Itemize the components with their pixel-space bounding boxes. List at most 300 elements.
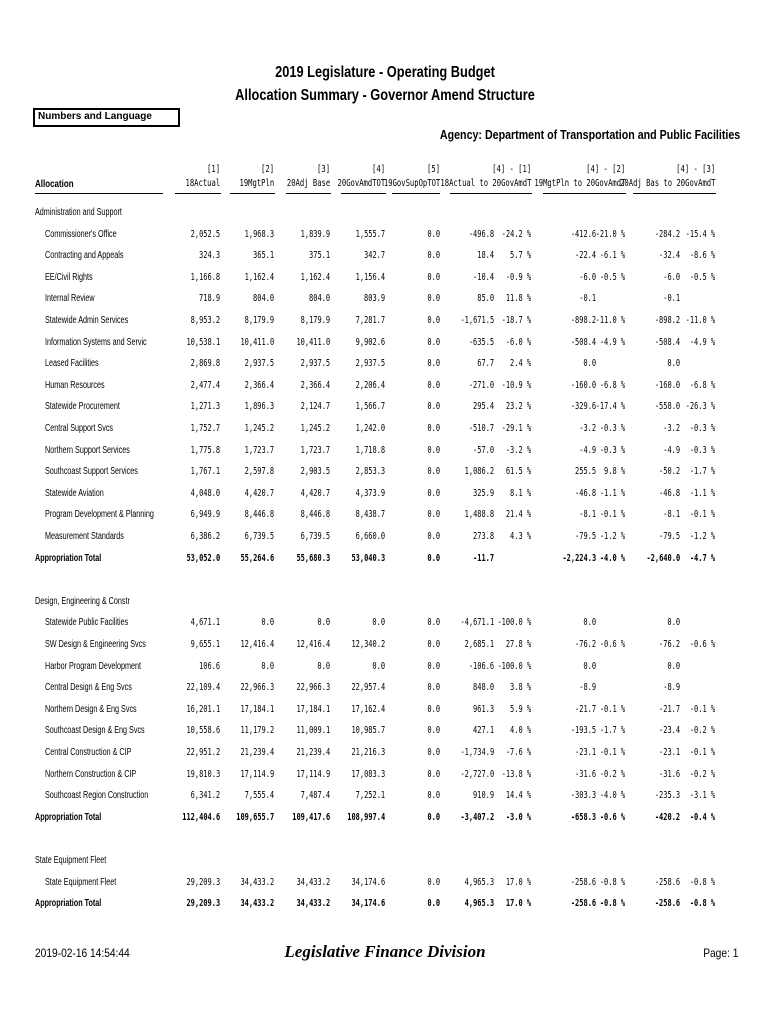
agency-label: Agency: Department of Transportation and Public Facilities <box>439 127 740 142</box>
cell-value: 1,162.4 <box>300 271 330 283</box>
cell-value: -22.4 <box>574 250 596 262</box>
cell-value: -0.8 % <box>599 876 625 888</box>
cell-value: -0.1 % <box>689 703 715 715</box>
cell-value: 1,162.4 <box>244 271 274 283</box>
cell-value: 718.9 <box>198 293 220 305</box>
cell-value: 2,937.5 <box>300 358 330 370</box>
footer-division: Legislative Finance Division <box>284 942 486 961</box>
cell-value: 0.0 <box>317 617 330 629</box>
column-header-name: 20Adj Bas to 20GovAmdT <box>619 178 715 189</box>
table-row <box>0 443 770 461</box>
cell-value: -46.8 <box>574 487 596 499</box>
allocation-label: Northern Construction & CIP <box>45 768 137 780</box>
cell-value: -17.4 % <box>595 401 625 413</box>
cell-value: 3.8 % <box>509 682 531 694</box>
cell-value: 106.6 <box>198 660 220 672</box>
cell-value: 16,201.1 <box>186 703 220 715</box>
cell-value: -0.3 % <box>599 444 625 456</box>
cell-value: 55,680.3 <box>296 552 330 564</box>
cell-value: 0.0 <box>427 660 440 672</box>
cell-value: -0.1 % <box>599 703 625 715</box>
cell-value: 2,685.1 <box>464 639 494 650</box>
allocation-label: Southcoast Support Services <box>45 466 138 478</box>
cell-value: 22,957.4 <box>351 682 385 694</box>
cell-value: -258.6 <box>570 876 596 888</box>
cell-value: 29,209.3 <box>186 876 220 888</box>
allocation-label: Contracting and Appeals <box>45 250 124 262</box>
cell-value: 803.9 <box>363 293 385 305</box>
cell-value: 324.3 <box>198 250 220 262</box>
appropriation-total-row <box>0 551 770 569</box>
cell-value: 17,184.1 <box>240 703 274 715</box>
cell-value: -0.6 % <box>599 811 625 823</box>
column-header-number: [4] - [3] <box>675 164 715 175</box>
cell-value: -420.2 <box>654 811 680 823</box>
allocation-label: Northern Support Services <box>45 444 130 456</box>
cell-value: 1,896.3 <box>244 401 274 413</box>
cell-value: 7,281.7 <box>355 315 385 326</box>
cell-value: -11.7 <box>472 552 494 564</box>
table-row <box>0 680 770 698</box>
cell-value: -4.0 % <box>599 790 625 802</box>
cell-value: 0.0 <box>427 315 440 326</box>
cell-value: -79.5 <box>574 531 596 542</box>
cell-value: 6,341.2 <box>190 790 220 802</box>
table-row <box>0 659 770 677</box>
cell-value: 12,416.4 <box>240 639 274 650</box>
cell-value: 0.0 <box>427 639 440 650</box>
cell-value: -0.1 <box>663 293 680 305</box>
allocation-label: SW Design & Engineering Svcs <box>45 639 146 650</box>
column-header-name: 20Adj Base <box>286 178 330 189</box>
cell-value: -2,640.0 <box>646 552 680 564</box>
cell-value: 2,366.4 <box>244 379 274 391</box>
cell-value: 61.5 % <box>505 466 531 478</box>
cell-value: -0.1 % <box>689 747 715 758</box>
cell-value: -8.6 % <box>689 250 715 262</box>
allocation-label: Central Design & Eng Svcs <box>45 682 132 694</box>
cell-value: -3.2 <box>579 423 596 434</box>
cell-value: 0.0 <box>372 617 385 629</box>
cell-value: 0.0 <box>583 660 596 672</box>
cell-value: 5.7 % <box>509 250 531 262</box>
cell-value: -32.4 <box>658 250 680 262</box>
cell-value: 0.0 <box>427 401 440 413</box>
table-row <box>0 291 770 309</box>
cell-value: 67.7 <box>477 358 494 370</box>
header-underline <box>286 193 331 194</box>
cell-value: 21,239.4 <box>296 747 330 758</box>
cell-value: -8.1 <box>663 509 680 521</box>
section-header <box>0 594 770 612</box>
cell-value: -6.0 <box>663 271 680 283</box>
cell-value: 1,839.9 <box>300 228 330 240</box>
header-underline <box>543 193 626 194</box>
cell-value: -13.8 % <box>501 768 531 780</box>
cell-value: 2,124.7 <box>300 401 330 413</box>
allocation-label: Leased Facilities <box>45 358 99 370</box>
allocation-label: Statewide Public Facilities <box>45 617 129 629</box>
allocation-label: Southcoast Region Construction <box>45 790 149 802</box>
cell-value: 1,767.1 <box>190 466 220 478</box>
cell-value: 4.0 % <box>509 725 531 737</box>
allocation-label: Statewide Admin Services <box>45 315 129 326</box>
cell-value: -0.1 % <box>599 747 625 758</box>
cell-value: -1.2 % <box>599 531 625 542</box>
cell-value: 7,487.4 <box>300 790 330 802</box>
column-header-number: [4] - [1] <box>491 164 531 175</box>
cell-value: 4,671.1 <box>190 617 220 629</box>
cell-value: -258.6 <box>654 898 680 910</box>
table-row <box>0 788 770 806</box>
cell-value: 0.0 <box>583 358 596 370</box>
cell-value: 8,446.8 <box>244 509 274 521</box>
column-header-name: 19MgtPln <box>239 178 274 189</box>
table-row <box>0 529 770 547</box>
cell-value: 34,433.2 <box>296 876 330 888</box>
cell-value: 2,903.5 <box>300 466 330 478</box>
cell-value: 108,997.4 <box>347 811 385 823</box>
cell-value: 0.0 <box>427 725 440 737</box>
cell-value: -3.1 % <box>689 790 715 802</box>
cell-value: -26.3 % <box>685 401 715 413</box>
cell-value: 12,340.2 <box>351 639 385 650</box>
cell-value: -4.9 <box>663 444 680 456</box>
section-label: State Equipment Fleet <box>35 855 107 866</box>
cell-value: 0.0 <box>427 444 440 456</box>
cell-value: -0.1 <box>579 293 596 305</box>
cell-value: -496.8 <box>468 228 494 240</box>
cell-value: 0.0 <box>427 228 440 240</box>
cell-value: 804.0 <box>252 293 274 305</box>
section-header <box>0 205 770 223</box>
cell-value: -8.9 <box>663 682 680 694</box>
cell-value: -8.1 <box>579 509 596 521</box>
cell-value: -0.3 % <box>689 444 715 456</box>
cell-value: 4,373.9 <box>355 487 385 499</box>
cell-value: 1,488.8 <box>464 509 494 521</box>
cell-value: 1,752.7 <box>190 423 220 434</box>
cell-value: -508.4 <box>654 336 680 348</box>
cell-value: -303.3 <box>570 790 596 802</box>
cell-value: 0.0 <box>317 660 330 672</box>
cell-value: 7,555.4 <box>244 790 274 802</box>
header-underline <box>633 193 716 194</box>
cell-value: -29.1 % <box>501 423 531 434</box>
cell-value: 8,953.2 <box>190 315 220 326</box>
cell-value: 295.4 <box>472 401 494 413</box>
column-header-name: 20GovAmdTOT <box>337 178 385 189</box>
column-header-name: 18Actual to 20GovAmdT <box>439 178 531 189</box>
cell-value: 4,965.3 <box>464 876 494 888</box>
cell-value: 10,985.7 <box>351 725 385 737</box>
allocation-label: Information Systems and Servic <box>45 336 147 348</box>
cell-value: 1,245.2 <box>300 423 330 434</box>
table-row <box>0 507 770 525</box>
cell-value: -0.6 % <box>599 639 625 650</box>
cell-value: -23.4 <box>658 725 680 737</box>
cell-value: 17,162.4 <box>351 703 385 715</box>
cell-value: 9.8 % <box>603 466 625 478</box>
appropriation-total-row <box>0 896 770 914</box>
allocation-label: Statewide Aviation <box>45 487 104 499</box>
cell-value: -510.7 <box>468 423 494 434</box>
cell-value: 22,109.4 <box>186 682 220 694</box>
cell-value: 2,206.4 <box>355 379 385 391</box>
table-row <box>0 421 770 439</box>
cell-value: 0.0 <box>372 660 385 672</box>
cell-value: -0.2 % <box>689 725 715 737</box>
allocation-label: Commissioner's Office <box>45 228 117 240</box>
cell-value: 1,968.3 <box>244 228 274 240</box>
cell-value: -0.8 % <box>599 898 625 910</box>
header-underline <box>450 193 532 194</box>
cell-value: -508.4 <box>570 336 596 348</box>
table-row <box>0 313 770 331</box>
cell-value: 17.0 % <box>505 876 531 888</box>
cell-value: 1,775.8 <box>190 444 220 456</box>
cell-value: 17,114.9 <box>240 768 274 780</box>
header-underline <box>392 193 440 194</box>
cell-value: -3.2 % <box>505 444 531 456</box>
cell-value: 17.0 % <box>505 898 531 910</box>
cell-value: 7,252.1 <box>355 790 385 802</box>
cell-value: 2,597.8 <box>244 466 274 478</box>
cell-value: 6,739.5 <box>244 531 274 542</box>
cell-value: 55,264.6 <box>240 552 274 564</box>
cell-value: 365.1 <box>252 250 274 262</box>
cell-value: 21.4 % <box>505 509 531 521</box>
cell-value: -100.0 % <box>497 660 531 672</box>
footer-timestamp: 2019-02-16 14:54:44 <box>35 946 130 960</box>
cell-value: 109,417.6 <box>292 811 330 823</box>
allocation-label: Central Construction & CIP <box>45 747 132 758</box>
header-underline <box>175 193 221 194</box>
section-header <box>0 853 770 871</box>
cell-value: 0.0 <box>427 358 440 370</box>
cell-value: -1.7 % <box>689 466 715 478</box>
column-header-number: [4] - [2] <box>585 164 625 175</box>
cell-value: -6.0 % <box>505 336 531 348</box>
cell-value: 34,433.2 <box>296 898 330 910</box>
cell-value: 8.1 % <box>509 487 531 499</box>
cell-value: -1.1 % <box>599 487 625 499</box>
cell-value: 9,655.1 <box>190 639 220 650</box>
table-row <box>0 745 770 763</box>
report-title: 2019 Legislature - Operating Budget <box>275 64 495 81</box>
cell-value: -0.1 % <box>689 509 715 521</box>
cell-value: 53,040.3 <box>351 552 385 564</box>
cell-value: 0.0 <box>427 423 440 434</box>
section-label: Administration and Support <box>35 207 122 218</box>
cell-value: -2,224.3 <box>562 552 596 564</box>
header-underline <box>341 193 386 194</box>
cell-value: -6.8 % <box>689 379 715 391</box>
cell-value: 6,949.9 <box>190 509 220 521</box>
cell-value: -18.7 % <box>501 315 531 326</box>
cell-value: 961.3 <box>472 703 494 715</box>
cell-value: 0.0 <box>427 250 440 262</box>
cell-value: -4.0 % <box>599 552 625 564</box>
cell-value: 12,416.4 <box>296 639 330 650</box>
allocation-label: Program Development & Planning <box>45 509 154 521</box>
table-row <box>0 335 770 353</box>
cell-value: 4,048.0 <box>190 487 220 499</box>
cell-value: -0.2 % <box>599 768 625 780</box>
cell-value: 2.4 % <box>509 358 531 370</box>
table-row <box>0 270 770 288</box>
cell-value: 34,174.6 <box>351 876 385 888</box>
cell-value: 255.5 <box>574 466 596 478</box>
cell-value: 11,179.2 <box>240 725 274 737</box>
cell-value: -271.0 <box>468 379 494 391</box>
table-row <box>0 399 770 417</box>
cell-value: -0.9 % <box>505 271 531 283</box>
cell-value: 427.1 <box>472 725 494 737</box>
cell-value: 1,718.8 <box>355 444 385 456</box>
cell-value: 22,966.3 <box>296 682 330 694</box>
allocation-label: Southcoast Design & Eng Svcs <box>45 725 145 737</box>
cell-value: 22,966.3 <box>240 682 274 694</box>
cell-value: 0.0 <box>427 271 440 283</box>
cell-value: 1,156.4 <box>355 271 385 283</box>
cell-value: 29,209.3 <box>186 898 220 910</box>
cell-value: 14.4 % <box>505 790 531 802</box>
cell-value: -0.6 % <box>689 639 715 650</box>
cell-value: 8,179.9 <box>244 315 274 326</box>
cell-value: -6.0 <box>579 271 596 283</box>
cell-value: 34,433.2 <box>240 876 274 888</box>
cell-value: -57.0 <box>472 444 494 456</box>
cell-value: -160.0 <box>570 379 596 391</box>
cell-value: 910.9 <box>472 790 494 802</box>
cell-value: 10,558.6 <box>186 725 220 737</box>
cell-value: 53,052.0 <box>186 552 220 564</box>
numbers-language-box: Numbers and Language <box>33 108 180 127</box>
cell-value: 0.0 <box>427 811 440 823</box>
cell-value: 0.0 <box>427 336 440 348</box>
cell-value: -0.8 % <box>689 876 715 888</box>
cell-value: -23.1 <box>574 747 596 758</box>
cell-value: 23.2 % <box>505 401 531 413</box>
cell-value: 18.4 <box>477 250 494 262</box>
allocation-label: Internal Review <box>45 293 95 305</box>
cell-value: 0.0 <box>427 747 440 758</box>
column-header-number: [5] <box>426 164 440 175</box>
table-row <box>0 875 770 893</box>
cell-value: 2,477.4 <box>190 379 220 391</box>
cell-value: 0.0 <box>427 293 440 305</box>
cell-value: 4.3 % <box>509 531 531 542</box>
cell-value: 0.0 <box>427 531 440 542</box>
cell-value: 0.0 <box>261 617 274 629</box>
table-row <box>0 615 770 633</box>
cell-value: -558.0 <box>654 401 680 413</box>
cell-value: 1,723.7 <box>300 444 330 456</box>
cell-value: 2,853.3 <box>355 466 385 478</box>
column-header-number: [1] <box>206 164 220 175</box>
allocation-label: Harbor Program Development <box>45 660 142 672</box>
header-underline <box>35 193 163 194</box>
cell-value: -6.1 % <box>599 250 625 262</box>
cell-value: 1,242.0 <box>355 423 385 434</box>
cell-value: -8.9 <box>579 682 596 694</box>
allocation-header: Allocation <box>35 179 74 190</box>
cell-value: -23.1 <box>658 747 680 758</box>
table-row <box>0 227 770 245</box>
column-header-number: [2] <box>260 164 274 175</box>
cell-value: -11.0 % <box>685 315 715 326</box>
cell-value: 4,420.7 <box>300 487 330 499</box>
cell-value: -24.2 % <box>501 228 531 240</box>
cell-value: -100.0 % <box>497 617 531 629</box>
cell-value: -76.2 <box>574 639 596 650</box>
cell-value: 4,420.7 <box>244 487 274 499</box>
total-label: Appropriation Total <box>35 552 102 564</box>
cell-value: -4,671.1 <box>460 617 494 629</box>
cell-value: -21.7 <box>658 703 680 715</box>
cell-value: -106.6 <box>468 660 494 672</box>
cell-value: -10.9 % <box>501 379 531 391</box>
table-row <box>0 486 770 504</box>
cell-value: 34,433.2 <box>240 898 274 910</box>
cell-value: -0.5 % <box>599 271 625 283</box>
allocation-label: State Equipment Fleet <box>45 876 117 888</box>
cell-value: -1,734.9 <box>460 747 494 758</box>
table-row <box>0 637 770 655</box>
cell-value: -0.8 % <box>689 898 715 910</box>
cell-value: 9,902.6 <box>355 336 385 348</box>
cell-value: -21.0 % <box>595 228 625 240</box>
allocation-label: EE/Civil Rights <box>45 271 93 283</box>
cell-value: 1,271.3 <box>190 401 220 413</box>
cell-value: 112,404.6 <box>182 811 220 823</box>
cell-value: -0.5 % <box>689 271 715 283</box>
cell-value: 11,009.1 <box>296 725 330 737</box>
cell-value: -4.7 % <box>689 552 715 564</box>
cell-value: -6.8 % <box>599 379 625 391</box>
column-header-name: 19MgtPln to 20GovAmdT <box>533 178 625 189</box>
table-row <box>0 723 770 741</box>
table-row <box>0 248 770 266</box>
cell-value: -11.0 % <box>595 315 625 326</box>
cell-value: -635.5 <box>468 336 494 348</box>
table-row <box>0 702 770 720</box>
header-underline <box>230 193 275 194</box>
cell-value: 804.0 <box>308 293 330 305</box>
cell-value: 0.0 <box>427 768 440 780</box>
cell-value: -3.2 <box>663 423 680 434</box>
cell-value: 0.0 <box>427 466 440 478</box>
cell-value: 1,245.2 <box>244 423 274 434</box>
section-label: Design, Engineering & Constr <box>35 595 130 607</box>
cell-value: 0.0 <box>667 660 680 672</box>
footer-page-number: Page: 1 <box>702 946 738 960</box>
cell-value: 848.0 <box>472 682 494 694</box>
total-label: Appropriation Total <box>35 811 102 823</box>
cell-value: 17,114.9 <box>296 768 330 780</box>
cell-value: 21,216.3 <box>351 747 385 758</box>
cell-value: 109,655.7 <box>236 811 274 823</box>
cell-value: 2,869.8 <box>190 358 220 370</box>
cell-value: -4.9 <box>579 444 596 456</box>
cell-value: -0.1 % <box>599 509 625 521</box>
cell-value: 1,723.7 <box>244 444 274 456</box>
cell-value: -0.4 % <box>689 811 715 823</box>
cell-value: -31.6 <box>658 768 680 780</box>
cell-value: 1,566.7 <box>355 401 385 413</box>
cell-value: 0.0 <box>427 487 440 499</box>
